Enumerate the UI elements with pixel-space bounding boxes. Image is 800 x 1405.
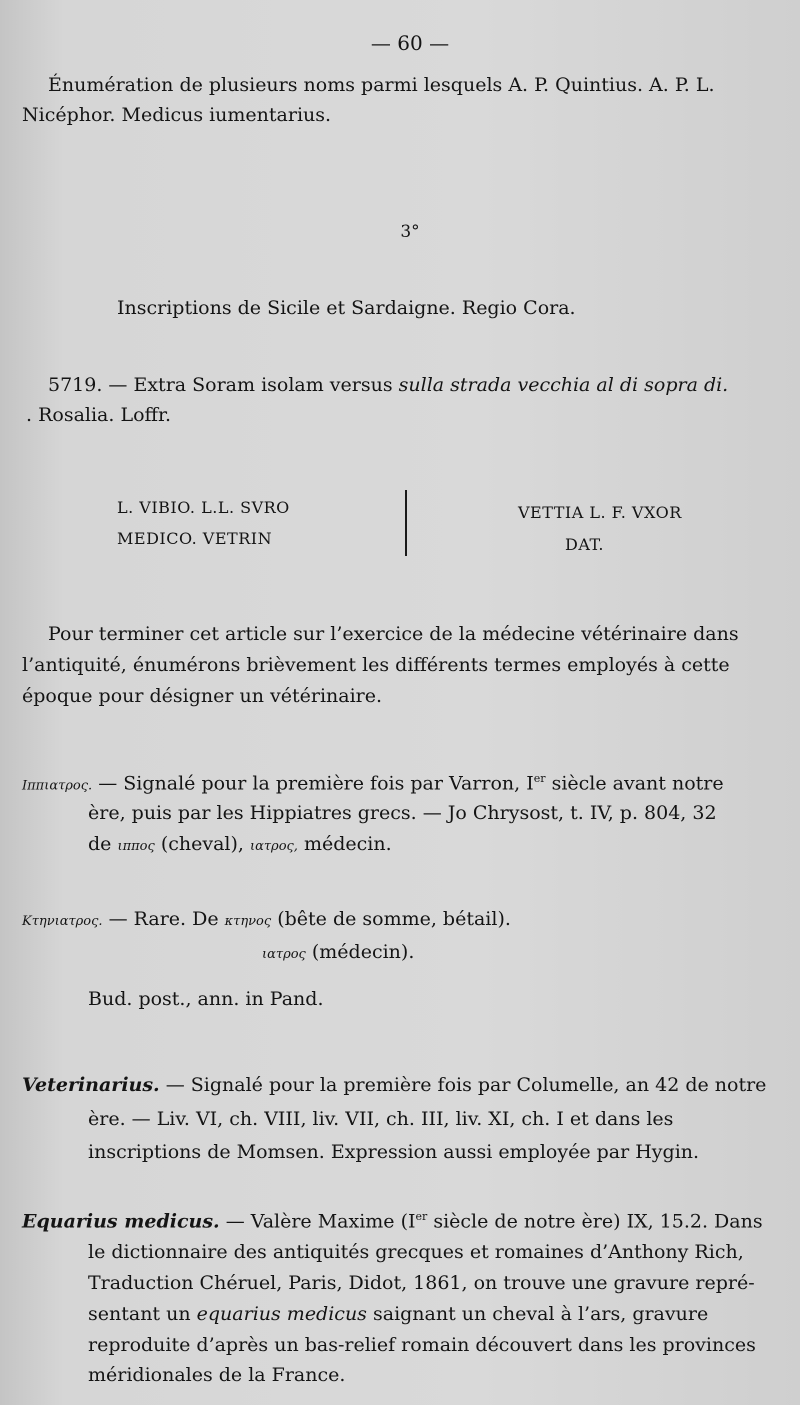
term-equarius-line-6: méridionales de la France. (88, 1364, 346, 1386)
century-superscript-2: er (415, 1210, 428, 1223)
enumeration-line-2: Nicéphor. Medicus iumentarius. (22, 104, 332, 126)
century-roman-numeral: I (526, 772, 534, 795)
inscription-divider (405, 490, 407, 556)
term-hippiatros-line-3 (88, 835, 392, 854)
greek-ktinos: κτηνος (224, 914, 272, 929)
term-hippiatros-line-1 (22, 773, 724, 793)
term-hippiatros-name: Ιππιατρος. (22, 778, 93, 794)
term-equarius-line-3: Traduction Chéruel, Paris, Didot, 1861, on trouve une gravure repré- (88, 1272, 755, 1294)
enumeration-line-1: Énumération de plusieurs noms parmi lesquels A. P. Quintius. A. P. L. (48, 74, 715, 96)
intro-line-1: Pour terminer cet article sur l’exercice de la médecine vétérinaire dans (48, 623, 739, 645)
inscription-left-line-1: L. VIBIO. L.L. SVRO (117, 498, 290, 517)
term-veterinarius-line-1 (22, 1076, 766, 1095)
page-number: — 60 — (370, 31, 450, 55)
text-medecin-2: (médecin). (311, 941, 415, 963)
inscription-ref-line-2: . Rosalia. Loffr. (26, 404, 172, 426)
inscription-right-line-1: VETTIA L. F. VXOR (518, 503, 682, 522)
intro-line-2: l’antiquité, énumérons brièvement les différents termes employés à cette (22, 654, 730, 676)
century-superscript: er (533, 772, 546, 785)
inscription-ref-italic: sulla strada vecchia al di sopra di. (398, 374, 729, 396)
term-equarius-text-end: siècle de notre ère) IX, 15.2. Dans (433, 1210, 763, 1233)
term-ktiniatros-line-3: Bud. post., ann. in Pand. (88, 988, 324, 1010)
text-de: de (88, 833, 112, 855)
term-ktiniatros-text: — Rare. De (108, 908, 219, 930)
greek-iatros-2: ιατρος (262, 947, 306, 962)
term-equarius-name: Equarius medicus. (22, 1210, 220, 1233)
intro-line-3: époque pour désigner un vétérinaire. (22, 685, 383, 707)
term-hippiatros-text-end: siècle avant notre (551, 772, 724, 795)
inscription-ref-text: 5719. — Extra Soram isolam versus (48, 374, 393, 396)
term-ktiniatros-name: Κτηνιατρος. (22, 914, 103, 929)
term-ktiniatros-line-2 (262, 943, 414, 962)
term-hippiatros-line-2: ère, puis par les Hippiatres grecs. — Jo Chrysost, t. IV, p. 804, 32 (88, 802, 717, 824)
inscription-left-line-2: MEDICO. VETRIN (117, 529, 273, 548)
section-title: Inscriptions de Sicile et Sardaigne. Regio Cora. (117, 297, 576, 319)
text-medecin: médecin. (303, 833, 392, 855)
section-number: 3° (400, 222, 420, 242)
term-ktiniatros-line-1 (22, 910, 511, 929)
term-hippiatros-text: — Signalé pour la première fois par Varron, (98, 772, 521, 795)
text-sentant-un: sentant un (88, 1303, 191, 1325)
greek-hippos: ιππος (117, 839, 155, 854)
greek-iatros: ιατρος, (249, 839, 298, 854)
term-equarius-text: — Valère Maxime (I (225, 1210, 416, 1233)
term-ktiniatros-text-end: (bête de somme, bétail). (277, 908, 511, 930)
text-saignant: saignant un cheval à l’ars, gravure (372, 1303, 709, 1325)
term-equarius-line-1 (22, 1211, 763, 1231)
term-equarius-line-5: reproduite d’après un bas-relief romain découvert dans les provinces (88, 1334, 756, 1356)
term-veterinarius-text: — Signalé pour la première fois par Columelle, an 42 de notre (165, 1074, 767, 1096)
term-equarius-line-4 (88, 1305, 708, 1324)
inscription-reference (48, 376, 728, 395)
term-veterinarius-line-2: ère. — Liv. VI, ch. VIII, liv. VII, ch. III, liv. XI, ch. I et dans les (88, 1108, 674, 1130)
term-veterinarius-name: Veterinarius. (22, 1074, 160, 1096)
text-cheval: (cheval), (160, 833, 244, 855)
italic-equarius-medicus: equarius medicus (196, 1303, 367, 1325)
term-veterinarius-line-3: inscriptions de Momsen. Expression aussi employée par Hygin. (88, 1141, 700, 1163)
inscription-right-line-2: DAT. (565, 535, 604, 554)
term-equarius-line-2: le dictionnaire des antiquités grecques et romaines d’Anthony Rich, (88, 1241, 744, 1263)
